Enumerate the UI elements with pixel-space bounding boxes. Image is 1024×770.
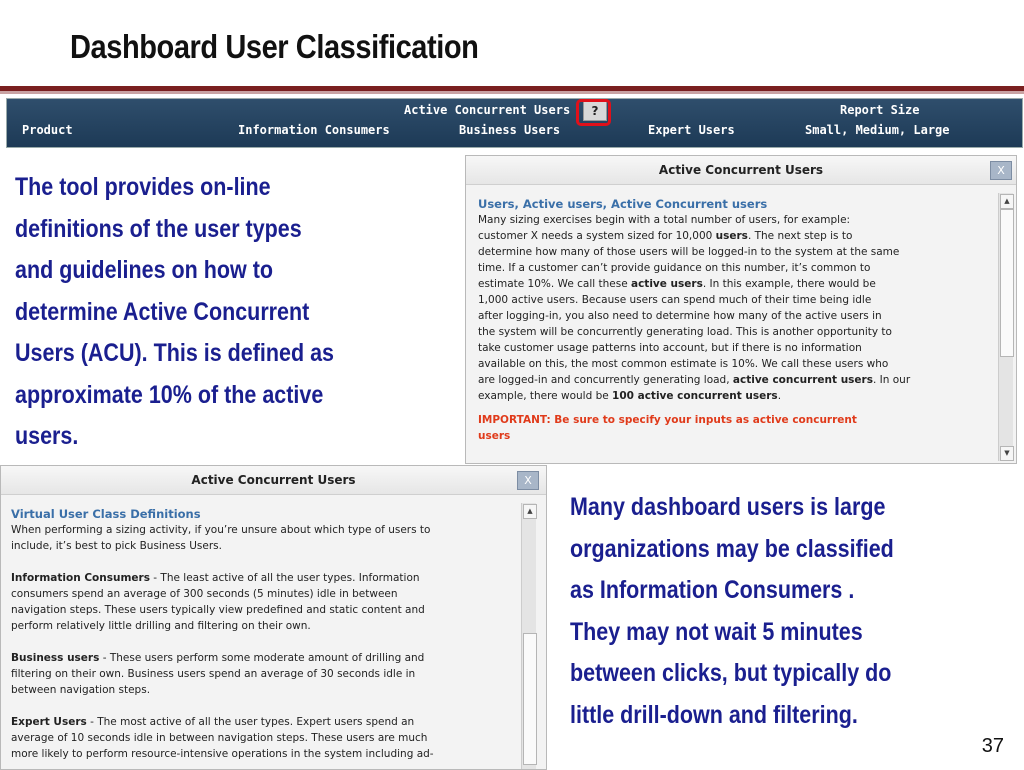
left-line: approximate 10% of the active	[15, 380, 324, 409]
body-line: filtering on their own. Business users spend an average of 30 seconds idle in	[11, 668, 416, 680]
body-line: Many sizing exercises begin with a total number of users, for example:	[478, 214, 851, 226]
body-line: When performing a sizing activity, if you’re unsure about which type of users to	[11, 524, 431, 536]
body-line: determine how many of those users will be logged-in to the system at the same	[478, 246, 900, 258]
right-line: as Information Consumers .	[570, 576, 855, 604]
user-class-dialog	[0, 465, 547, 770]
dialog-body	[11, 506, 434, 762]
body-line: Business users - These users perform some moderate amount of drilling and	[11, 652, 425, 664]
body-line: navigation steps. These users typically view predefined and static content and	[11, 604, 425, 616]
scroll-thumb[interactable]	[523, 633, 537, 765]
body-line: take customer usage patterns into account, but if there is no information	[478, 342, 862, 354]
term-expert-users: Expert Users	[11, 716, 87, 728]
right-line: Many dashboard users is large	[570, 493, 886, 521]
column-product: Product	[22, 123, 73, 137]
right-line: little drill-down and filtering.	[570, 700, 858, 729]
report-size-label: Report Size	[840, 103, 920, 117]
left-line: The tool provides on-line	[15, 173, 271, 201]
term-information-consumers: Information Consumers	[11, 572, 150, 584]
body-line: Information Consumers - The least active of all the user types. Information	[11, 572, 420, 584]
term-business-users: Business users	[11, 652, 100, 664]
column-business-users: Business Users	[459, 123, 561, 137]
dialog-title: Active Concurrent Users	[1, 466, 546, 495]
acu-definition-dialog	[465, 155, 1017, 464]
body-line: perform relatively little drilling and filtering on their own.	[11, 620, 311, 632]
right-line: organizations may be classified	[570, 534, 894, 563]
left-line: and guidelines on how to	[15, 256, 273, 284]
body-line: average of 10 seconds idle in between navigation steps. These users are much	[11, 732, 428, 744]
body-line: available on this, the most common estimate is 10%. We call these users who	[478, 358, 889, 370]
acu-header-label: Active Concurrent Users	[404, 103, 571, 117]
title-divider-shadow	[0, 91, 1024, 94]
column-report-size: Small, Medium, Large	[805, 123, 950, 137]
page-number: 37	[981, 735, 1004, 757]
right-line: They may not wait 5 minutes	[570, 617, 863, 646]
important-note: IMPORTANT: Be sure to specify your inputs as active concurrent	[478, 414, 857, 426]
scroll-down-arrow-icon[interactable]: ▼	[1000, 446, 1014, 461]
column-expert-users: Expert Users	[648, 123, 735, 137]
body-line: customer X needs a system sized for 10,000 users. The next step is to	[478, 230, 853, 242]
body-line: 1,000 active users. Because users can spend much of their time being idle	[478, 294, 872, 306]
slide-title: Dashboard User Classification	[70, 28, 479, 65]
vertical-scrollbar[interactable]	[998, 193, 1013, 461]
dialog-title: Active Concurrent Users	[466, 156, 1016, 185]
scroll-up-arrow-icon[interactable]: ▲	[1000, 194, 1014, 209]
vertical-scrollbar[interactable]	[521, 503, 536, 769]
dialog-heading: Virtual User Class Definitions	[11, 507, 201, 521]
right-description	[570, 487, 894, 736]
body-line: estimate 10%. We call these active users. In this example, there would be	[478, 278, 876, 290]
left-line: determine Active Concurrent	[15, 297, 310, 326]
dialog-heading: Users, Active users, Active Concurrent users	[478, 197, 768, 211]
close-button[interactable]: X	[517, 471, 539, 490]
body-line: example, there would be 100 active concurrent users.	[478, 390, 782, 402]
help-button-highlight	[576, 99, 611, 126]
body-line: Expert Users - The most active of all the user types. Expert users spend an	[11, 716, 415, 728]
right-line: between clicks, but typically do	[570, 659, 892, 687]
body-line: between navigation steps.	[11, 684, 151, 696]
left-line: definitions of the user types	[15, 214, 302, 243]
body-line: include, it’s best to pick Business Users.	[11, 540, 222, 552]
body-line: after logging-in, you also need to determine how many of the active users in	[478, 310, 882, 322]
left-line: Users (ACU). This is defined as	[15, 339, 335, 367]
body-line: are logged-in and concurrently generating load, active concurrent users. In our	[478, 374, 911, 386]
body-line: time. If a customer can’t provide guidance on this number, it’s common to	[478, 262, 871, 274]
help-button[interactable]: ?	[583, 101, 607, 121]
close-button[interactable]: X	[990, 161, 1012, 180]
column-information-consumers: Information Consumers	[238, 123, 390, 137]
body-line: more likely to perform resource-intensive operations in the system including ad-	[11, 748, 434, 760]
dialog-body	[478, 196, 910, 444]
left-description	[15, 167, 334, 458]
body-line: consumers spend an average of 300 seconds (5 minutes) idle in between	[11, 588, 398, 600]
body-line: the system will be concurrently generating load. This is another opportunity to	[478, 326, 892, 338]
scroll-thumb[interactable]	[1000, 209, 1014, 357]
important-note: users	[478, 430, 511, 442]
left-line: users.	[15, 422, 79, 450]
scroll-up-arrow-icon[interactable]: ▲	[523, 504, 537, 519]
